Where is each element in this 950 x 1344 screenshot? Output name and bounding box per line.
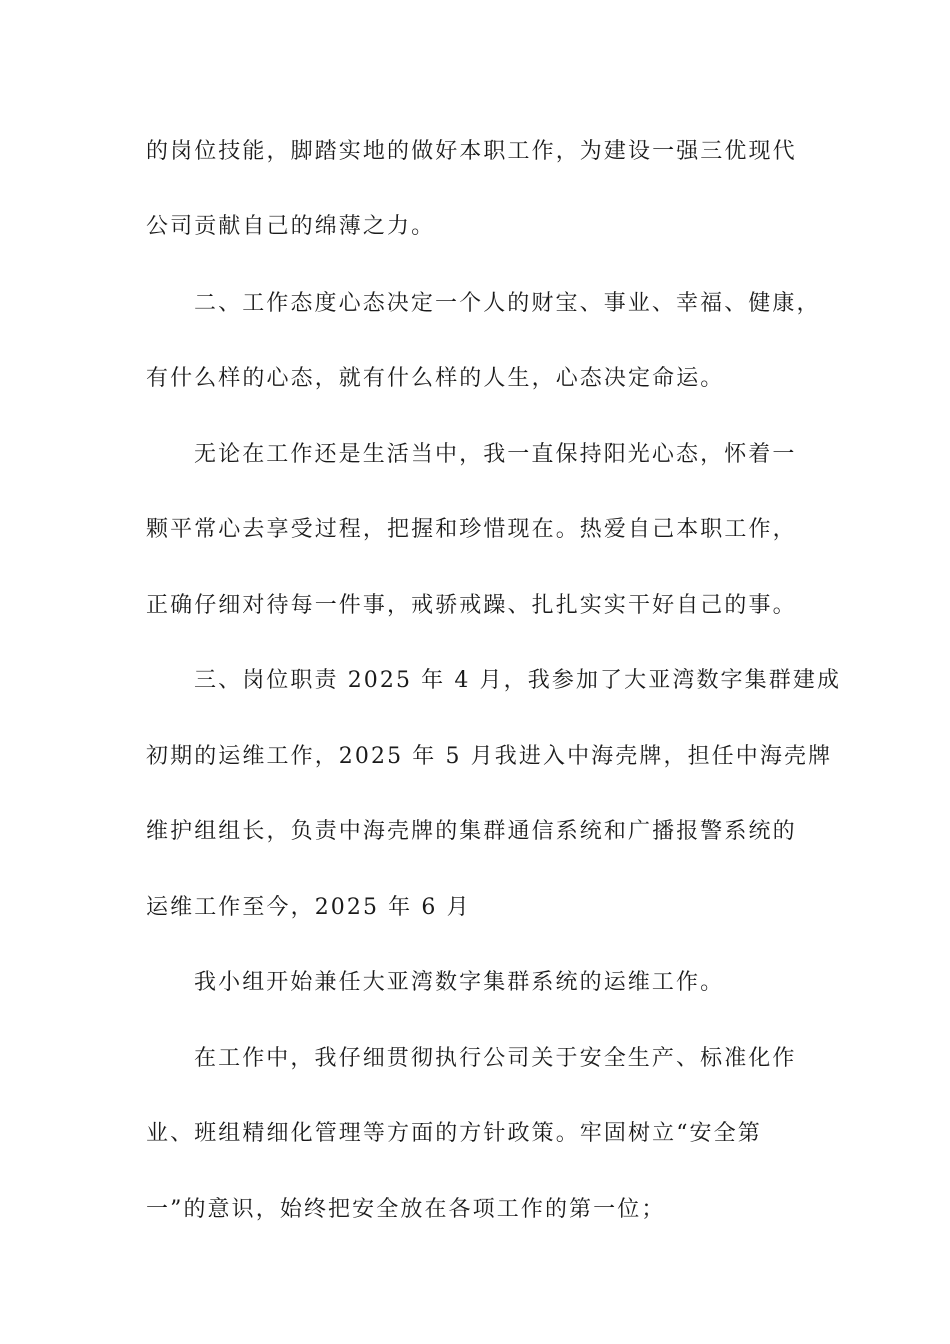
paragraph-start-line: 二、工作态度心态决定一个人的财宝、事业、幸福、健康，	[194, 291, 821, 316]
text-line: 运维工作至今，2025 年 6 月	[146, 895, 471, 920]
text-line: 公司贡献自己的绵薄之力。	[146, 214, 436, 239]
paragraph-start-line: 无论在工作还是生活当中，我一直保持阳光心态，怀着一	[194, 442, 797, 467]
text-line: 颗平常心去享受过程，把握和珍惜现在。热爱自己本职工作，	[146, 517, 797, 542]
paragraph-start-line: 我小组开始兼任大亚湾数字集群系统的运维工作。	[194, 970, 725, 995]
text-line: 维护组组长，负责中海壳牌的集群通信系统和广播报警系统的	[146, 819, 797, 844]
text-line: 正确仔细对待每一件事，戒骄戒躁、扎扎实实干好自己的事。	[146, 593, 797, 618]
paragraph-start-line: 三、岗位职责 2025 年 4 月，我参加了大亚湾数字集群建成	[194, 668, 842, 693]
text-line: 初期的运维工作，2025 年 5 月我进入中海壳牌，担任中海壳牌	[146, 744, 833, 769]
paragraph-start-line: 在工作中，我仔细贯彻执行公司关于安全生产、标准化作	[194, 1046, 797, 1071]
text-line: 的岗位技能，脚踏实地的做好本职工作，为建设一强三优现代	[146, 139, 797, 164]
text-line: 一”的意识，始终把安全放在各项工作的第一位；	[146, 1197, 666, 1222]
text-line: 有什么样的心态，就有什么样的人生，心态决定命运。	[146, 366, 725, 391]
text-line: 业、班组精细化管理等方面的方针政策。牢固树立“安全第	[146, 1121, 762, 1146]
